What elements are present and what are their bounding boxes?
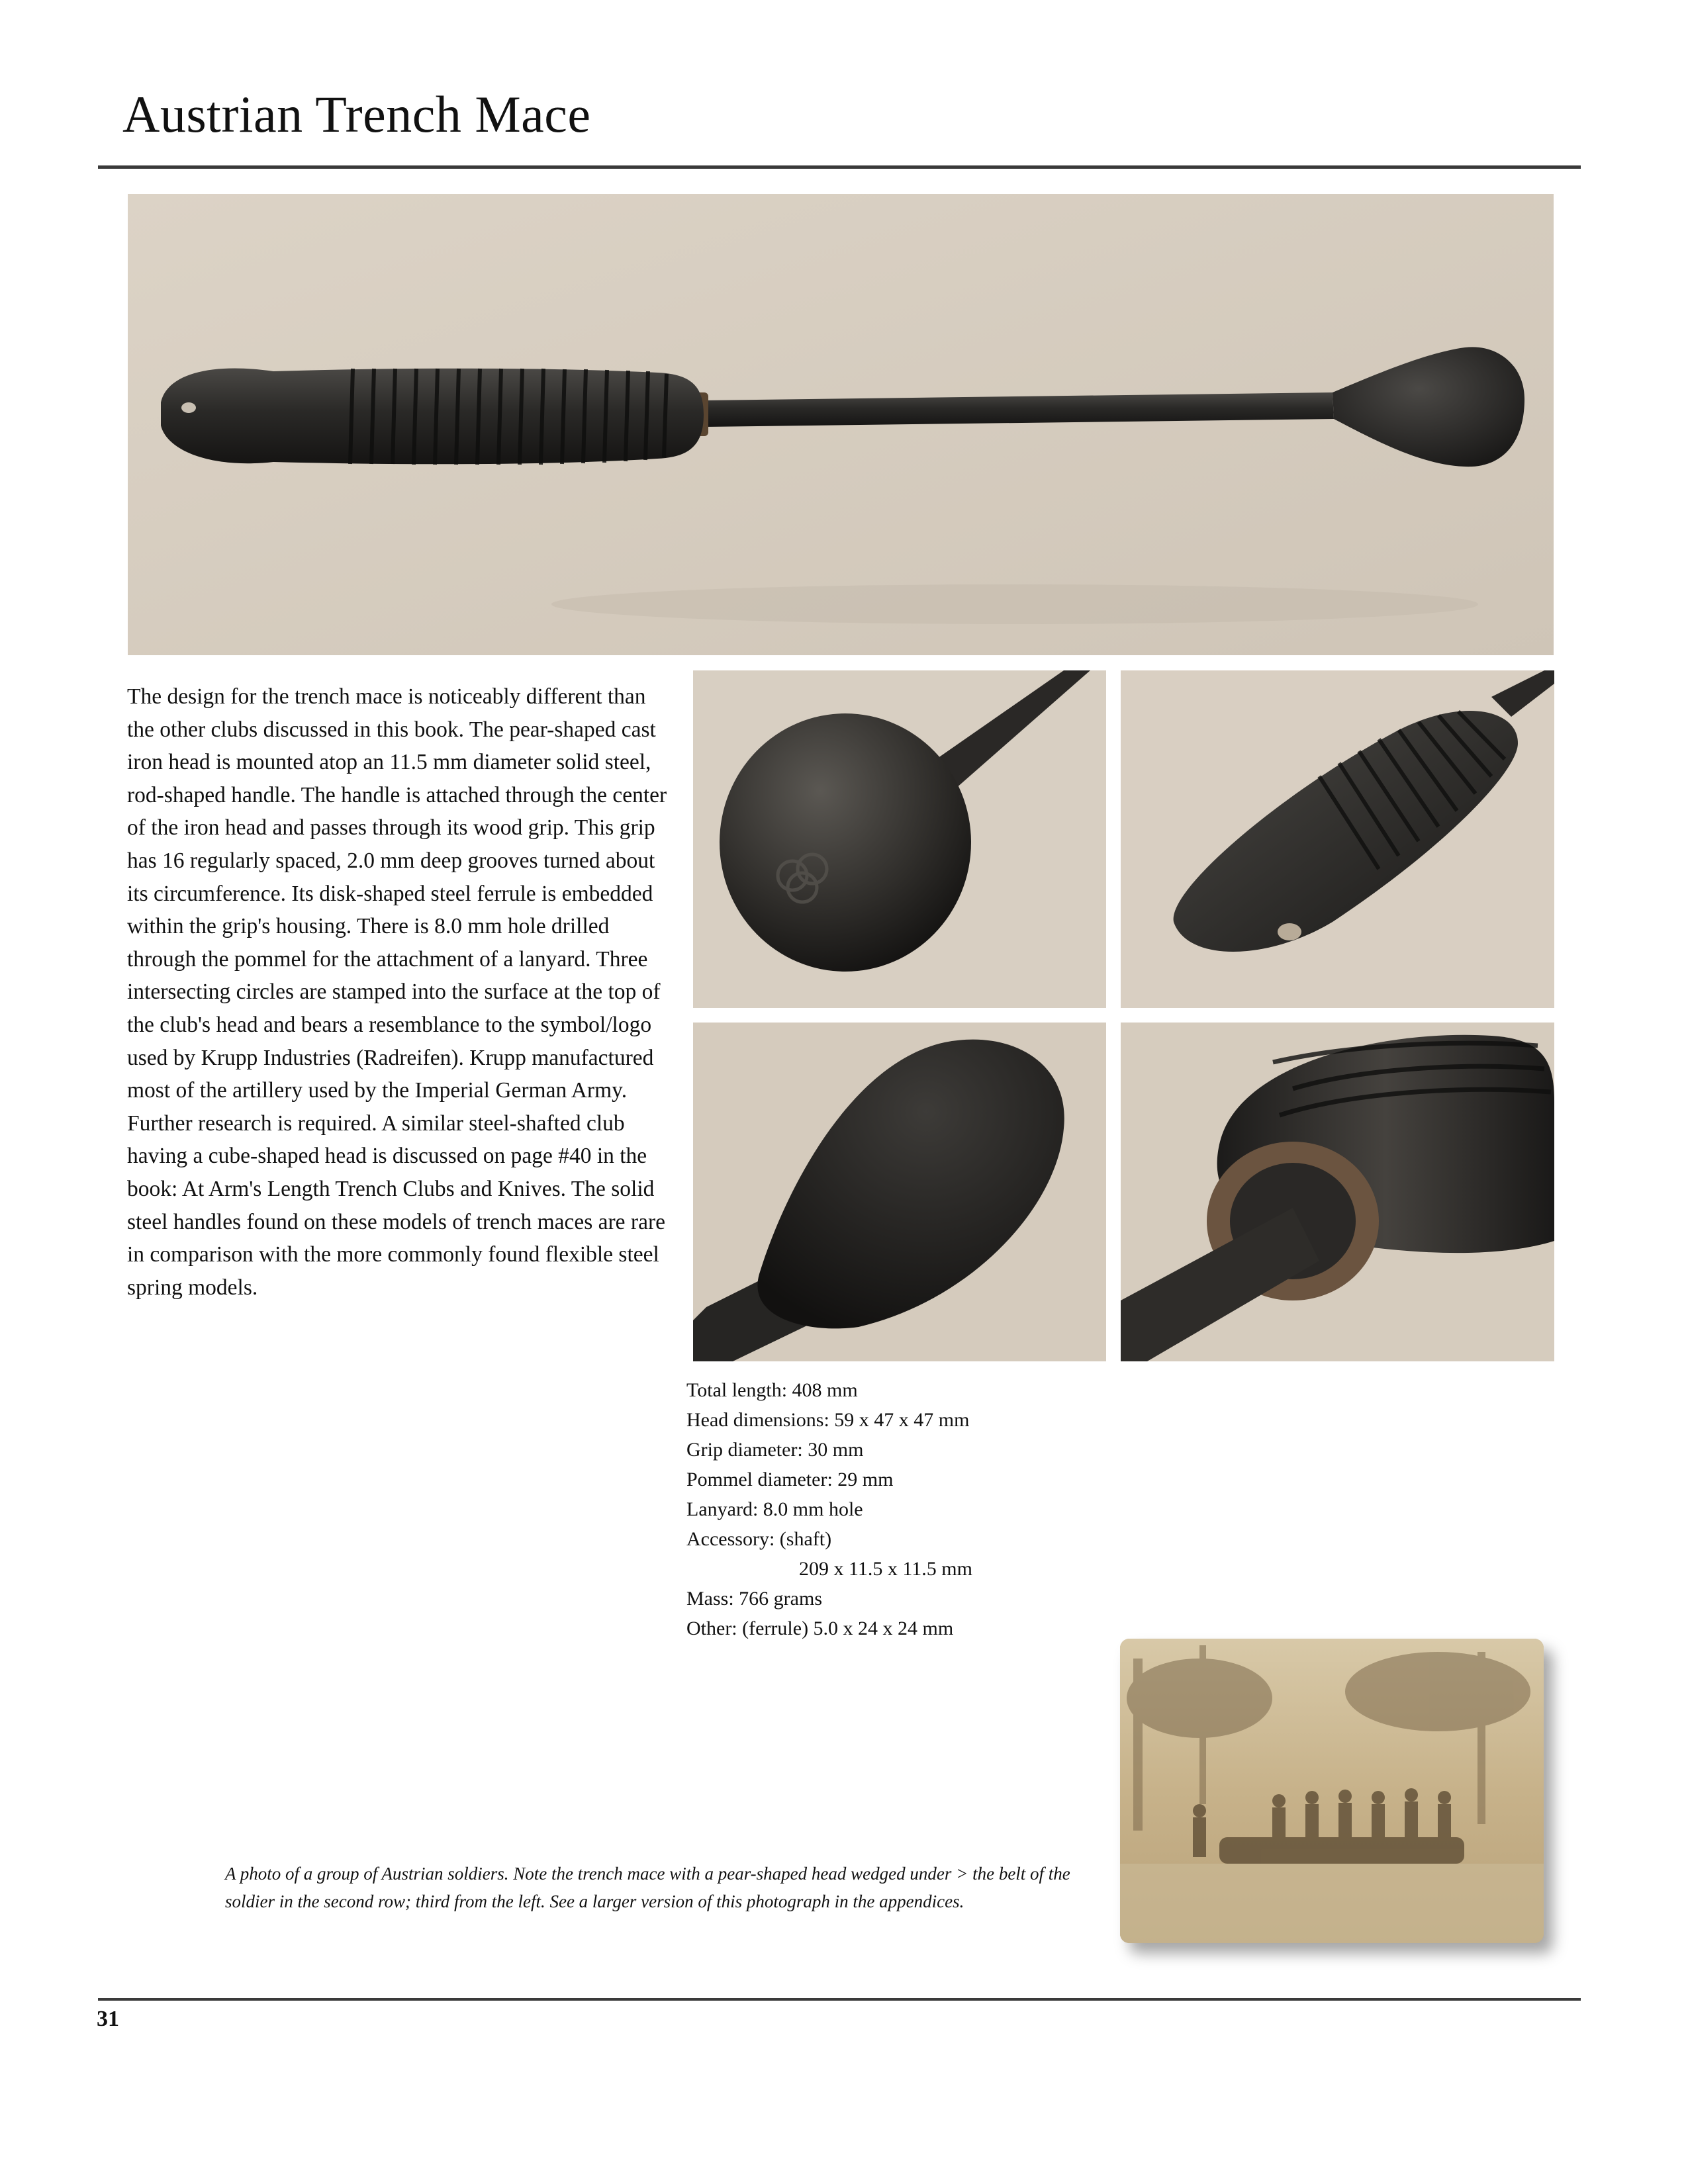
spec-head-dimensions: Head dimensions: 59 x 47 x 47 mm (686, 1409, 970, 1431)
specifications-list (686, 1375, 1097, 1643)
header-divider (98, 165, 1581, 169)
spec-grip-diameter: Grip diameter: 30 mm (686, 1439, 864, 1461)
spec-pommel-diameter: Pommel diameter: 29 mm (686, 1469, 894, 1490)
spec-accessory-dimensions: 209 x 11.5 x 11.5 mm (799, 1558, 972, 1580)
spec-accessory: Accessory: (shaft) (686, 1528, 832, 1550)
spec-total-length: Total length: 408 mm (686, 1379, 858, 1401)
spec-lanyard: Lanyard: 8.0 mm hole (686, 1498, 863, 1520)
spec-mass: Mass: 766 grams (686, 1588, 822, 1610)
mace-head-stamp-photo (693, 670, 1106, 1008)
mace-grip-pommel-photo (1121, 670, 1554, 1008)
mace-full-photo (128, 194, 1554, 655)
photo-caption: A photo of a group of Austrian soldiers. Note the trench mace with a pear-shaped head wedged under > the belt of the soldier in the second row; third from the left. See a larger version of this photograph in the appendices. (225, 1864, 1070, 1911)
spec-other: Other: (ferrule) 5.0 x 24 x 24 mm (686, 1617, 954, 1639)
soldiers-group-photo (1120, 1639, 1544, 1943)
footer-divider (98, 1998, 1581, 2001)
mace-head-side-photo (693, 1023, 1106, 1361)
page-number: 31 (97, 2007, 119, 2031)
page-title: Austrian Trench Mace (122, 85, 591, 143)
description-paragraph: The design for the trench mace is noticeably different than the other clubs discussed in this book. The pear-shaped cast iron head is mounted atop an 11.5 mm diameter solid steel, rod-shaped handle. The handle is attached through the center of the iron head and passes through its wood grip. This grip has 16 regularly spaced, 2.0 mm deep grooves turned about its circumference. Its disk-shaped steel ferrule is embedded within the grip's housing. There is 8.0 mm hole drilled through the pommel for the attachment of a lanyard. Three intersecting circles are stamped into the surface at the top of the club's head and bears a resemblance to the symbol/logo used by Krupp Industries (Radreifen). Krupp manufactured most of the artillery used by the Imperial German Army. Further research is required. A similar steel-shafted club having a cube-shaped head is discussed on page #40 in the book: At Arm's Length Trench Clubs and Knives. The solid steel handles found on these models of trench maces are rare in comparison with the more commonly found flexible steel spring models. (127, 684, 667, 1300)
mace-ferrule-photo (1121, 1023, 1554, 1361)
